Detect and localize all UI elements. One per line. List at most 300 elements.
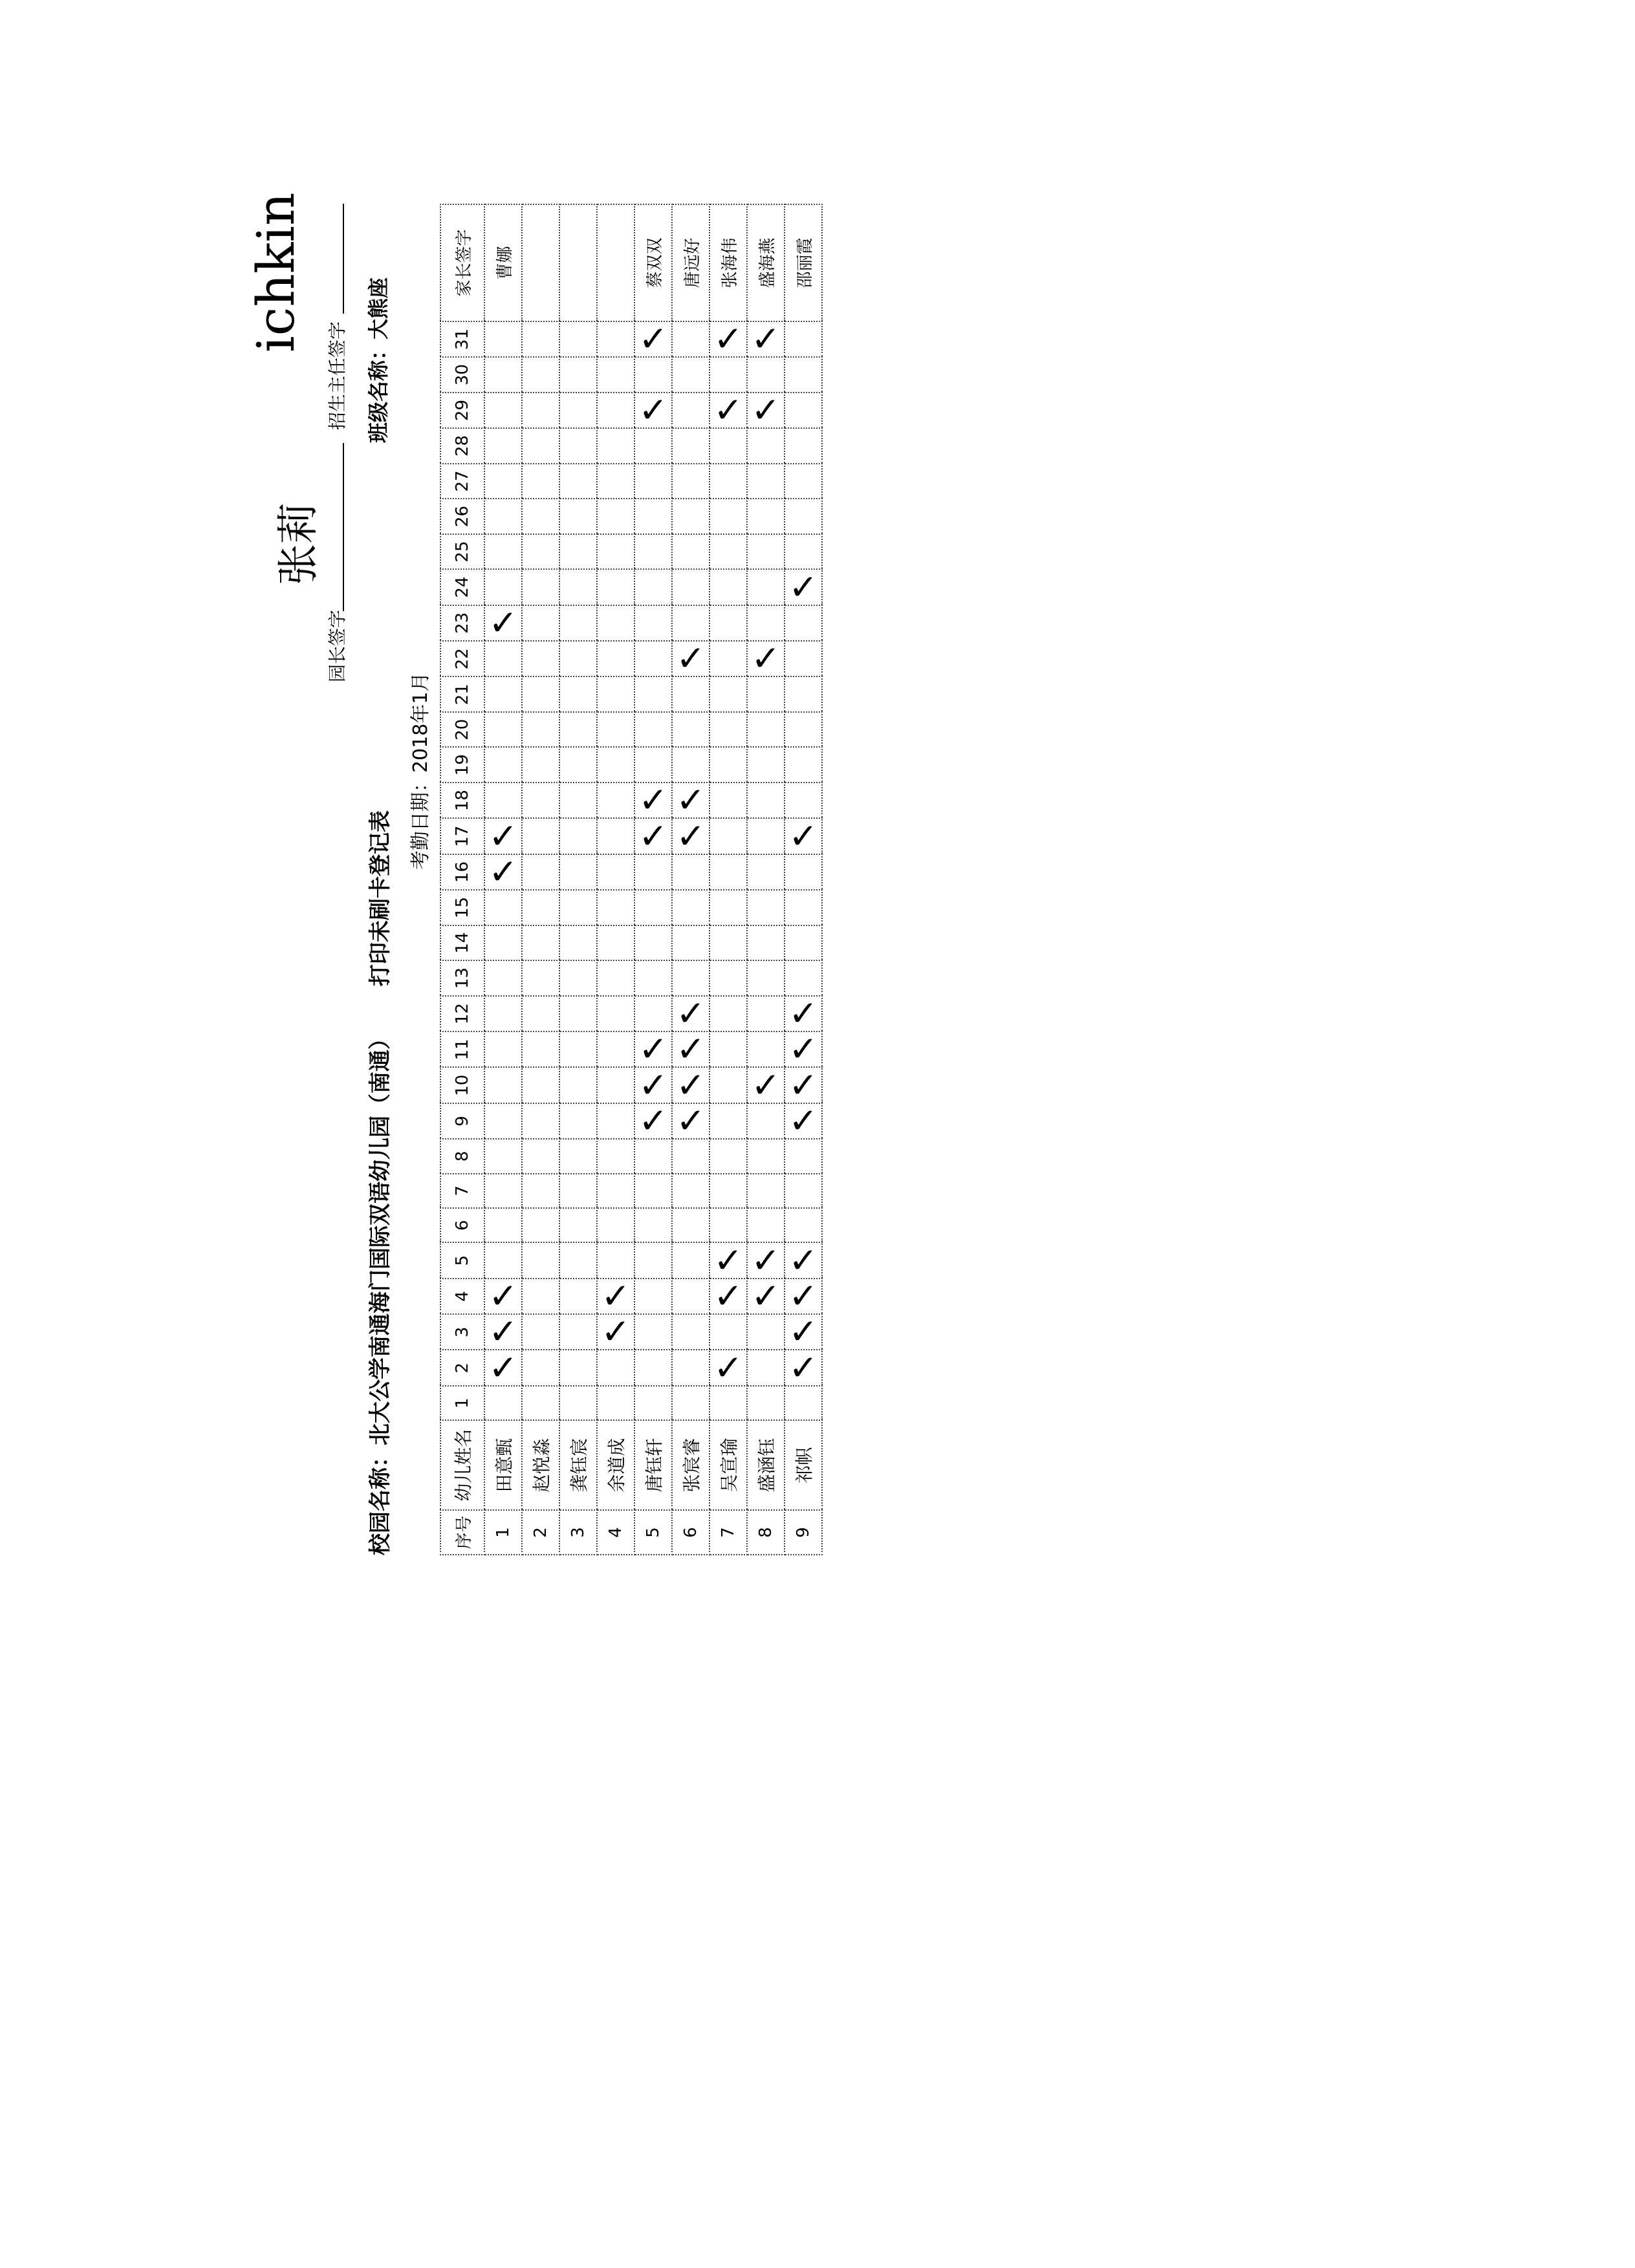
day-cell [559, 960, 597, 996]
day-cell [559, 321, 597, 357]
row-seq: 4 [597, 1510, 634, 1555]
day-cell [785, 925, 822, 961]
day-cell [747, 1275, 785, 1317]
day-cell [634, 890, 672, 925]
day-cell [559, 428, 597, 464]
day-cell [785, 1028, 822, 1070]
day-cell [634, 1100, 672, 1141]
day-cell [597, 1139, 634, 1173]
day-cell [522, 1242, 559, 1278]
day-cell [785, 783, 822, 818]
day-cell [672, 960, 709, 996]
row-seq: 9 [785, 1510, 822, 1555]
table-row [709, 204, 747, 1555]
header-day: 30 [440, 357, 484, 393]
header-day: 21 [440, 676, 484, 712]
check-mark-icon: ✓ [788, 1347, 818, 1388]
check-mark-icon: ✓ [751, 318, 781, 360]
day-cell [785, 712, 822, 748]
day-cell [672, 854, 709, 890]
day-cell [709, 712, 747, 748]
day-cell [747, 1031, 785, 1067]
day-cell [785, 1064, 822, 1106]
header-day: 20 [440, 712, 484, 748]
day-cell [597, 783, 634, 818]
day-cell [522, 890, 559, 925]
day-cell [672, 357, 709, 393]
day-cell [747, 748, 785, 783]
day-cell [747, 428, 785, 464]
day-cell [709, 318, 747, 360]
day-cell [559, 1031, 597, 1067]
check-mark-icon: ✓ [601, 1275, 631, 1317]
day-cell [559, 534, 597, 570]
day-cell [522, 712, 559, 748]
day-cell [709, 1240, 747, 1281]
day-cell [597, 712, 634, 748]
day-cell [709, 1275, 747, 1317]
day-cell [522, 641, 559, 676]
school-name: 校园名称：北大公学南通海门国际双语幼儿园（南通） [367, 1028, 393, 1555]
day-cell [785, 569, 822, 605]
day-cell [747, 818, 785, 854]
day-cell [634, 389, 672, 431]
day-cell [484, 641, 522, 676]
day-cell [634, 676, 672, 712]
row-seq: 7 [709, 1510, 747, 1555]
day-cell [597, 1103, 634, 1139]
day-cell [484, 569, 522, 605]
day-cell [747, 357, 785, 393]
day-cell [785, 1275, 822, 1317]
day-cell [747, 854, 785, 890]
day-cell [785, 676, 822, 712]
header-parent-signature: 家长签字 [440, 204, 484, 321]
day-cell [634, 996, 672, 1031]
day-cell [484, 428, 522, 464]
header-day: 7 [440, 1174, 484, 1208]
day-cell [672, 748, 709, 783]
header-day: 5 [440, 1242, 484, 1278]
child-name: 吴宣瑜 [709, 1420, 747, 1510]
day-cell [559, 1174, 597, 1208]
parent-signature: 邵丽霞 [785, 204, 822, 321]
day-cell [559, 605, 597, 641]
day-cell [709, 676, 747, 712]
child-name: 田意甄 [484, 1420, 522, 1510]
header-day: 22 [440, 641, 484, 676]
day-cell [747, 1240, 785, 1281]
check-mark-icon: ✓ [638, 1028, 668, 1070]
header-seq: 序号 [440, 1510, 484, 1555]
check-mark-icon: ✓ [488, 1347, 518, 1388]
day-cell [484, 748, 522, 783]
day-cell [672, 393, 709, 428]
day-cell [709, 1347, 747, 1388]
day-cell [559, 712, 597, 748]
check-mark-icon: ✓ [676, 779, 706, 821]
day-cell [709, 428, 747, 464]
header-day: 9 [440, 1103, 484, 1139]
header-day: 23 [440, 605, 484, 641]
day-cell [559, 1208, 597, 1242]
header-name: 幼儿姓名 [440, 1420, 484, 1510]
day-cell [634, 748, 672, 783]
check-mark-icon: ✓ [713, 1240, 743, 1281]
day-cell [747, 1103, 785, 1139]
day-cell [785, 1174, 822, 1208]
check-mark-icon: ✓ [788, 993, 818, 1034]
principal-signature: 张莉 [275, 502, 323, 585]
header-day: 2 [440, 1350, 484, 1386]
day-cell [522, 464, 559, 499]
check-mark-icon: ✓ [676, 815, 706, 857]
day-cell [672, 676, 709, 712]
day-cell [559, 925, 597, 961]
class-name: 班级名称：大熊座 [366, 277, 391, 443]
day-cell [522, 1103, 559, 1139]
check-mark-icon: ✓ [751, 1240, 781, 1281]
day-cell [522, 783, 559, 818]
day-cell [559, 818, 597, 854]
child-name: 张宸睿 [672, 1420, 709, 1510]
day-cell [634, 925, 672, 961]
day-cell [785, 1240, 822, 1281]
day-cell [634, 1386, 672, 1420]
day-cell [634, 1028, 672, 1070]
day-cell [747, 1064, 785, 1106]
day-cell [709, 1031, 747, 1067]
day-cell [559, 1139, 597, 1173]
check-mark-icon: ✓ [488, 851, 518, 892]
day-cell [634, 318, 672, 360]
day-cell [634, 1350, 672, 1386]
header-day: 1 [440, 1386, 484, 1420]
day-cell [709, 1314, 747, 1350]
day-cell [522, 1174, 559, 1208]
day-cell [785, 428, 822, 464]
day-cell [484, 602, 522, 643]
day-cell [597, 1068, 634, 1103]
director-label: 招生主任签字 [327, 321, 348, 430]
day-cell [709, 1174, 747, 1208]
day-cell [559, 748, 597, 783]
check-mark-icon: ✓ [488, 815, 518, 857]
day-cell [634, 605, 672, 641]
day-cell [634, 641, 672, 676]
child-name: 赵悦淼 [522, 1420, 559, 1510]
check-mark-icon: ✓ [638, 318, 668, 360]
day-cell [747, 1139, 785, 1173]
day-cell [522, 428, 559, 464]
table-row [522, 204, 559, 1555]
day-cell [597, 357, 634, 393]
header-day: 29 [440, 393, 484, 428]
check-mark-icon: ✓ [713, 318, 743, 360]
day-cell [597, 996, 634, 1031]
day-cell [634, 854, 672, 890]
day-cell [559, 1242, 597, 1278]
day-cell [672, 1386, 709, 1420]
table-row [559, 204, 597, 1555]
day-cell [559, 393, 597, 428]
day-cell [672, 1314, 709, 1350]
day-cell [597, 321, 634, 357]
day-cell [785, 321, 822, 357]
day-cell [672, 815, 709, 857]
day-cell [522, 1068, 559, 1103]
day-cell [672, 712, 709, 748]
check-mark-icon: ✓ [788, 1275, 818, 1317]
day-cell [634, 1208, 672, 1242]
day-cell [559, 499, 597, 534]
check-mark-icon: ✓ [638, 1064, 668, 1106]
day-cell [484, 1068, 522, 1103]
day-cell [709, 1386, 747, 1420]
day-cell [709, 641, 747, 676]
day-cell [559, 1068, 597, 1103]
day-cell [522, 357, 559, 393]
day-cell [672, 464, 709, 499]
day-cell [559, 1386, 597, 1420]
row-seq: 5 [634, 1510, 672, 1555]
child-name: 龚钰宸 [559, 1420, 597, 1510]
check-mark-icon: ✓ [676, 1028, 706, 1070]
day-cell [559, 890, 597, 925]
check-mark-icon: ✓ [638, 1100, 668, 1141]
header-day: 13 [440, 960, 484, 996]
day-cell [747, 389, 785, 431]
day-cell [597, 960, 634, 996]
day-cell [522, 1139, 559, 1173]
table-row [785, 204, 822, 1555]
header-day: 18 [440, 783, 484, 818]
day-cell [522, 569, 559, 605]
day-cell [709, 357, 747, 393]
day-cell [484, 357, 522, 393]
day-cell [484, 1174, 522, 1208]
day-cell [709, 890, 747, 925]
row-seq: 2 [522, 1510, 559, 1555]
day-cell [484, 925, 522, 961]
day-cell [634, 779, 672, 821]
day-cell [559, 464, 597, 499]
day-cell [672, 925, 709, 961]
day-cell [522, 1314, 559, 1350]
day-cell [522, 925, 559, 961]
day-cell [484, 1347, 522, 1388]
check-mark-icon: ✓ [751, 638, 781, 679]
attendance-form [168, 192, 1591, 1581]
day-cell [522, 605, 559, 641]
day-cell [597, 428, 634, 464]
day-cell [522, 1350, 559, 1386]
day-cell [709, 1208, 747, 1242]
header-day: 15 [440, 890, 484, 925]
day-cell [785, 641, 822, 676]
day-cell [672, 1064, 709, 1106]
table-row [747, 204, 785, 1555]
day-cell [634, 464, 672, 499]
day-cell [597, 854, 634, 890]
header-day: 17 [440, 818, 484, 854]
day-cell [559, 996, 597, 1031]
day-cell [522, 1208, 559, 1242]
day-cell [747, 925, 785, 961]
parent-signature [559, 204, 597, 321]
row-seq: 8 [747, 1510, 785, 1555]
day-cell [484, 1208, 522, 1242]
day-cell [634, 569, 672, 605]
day-cell [747, 1208, 785, 1242]
day-cell [597, 605, 634, 641]
check-mark-icon: ✓ [713, 1347, 743, 1388]
day-cell [559, 854, 597, 890]
day-cell [484, 851, 522, 892]
day-cell [672, 1028, 709, 1070]
day-cell [747, 569, 785, 605]
day-cell [522, 321, 559, 357]
day-cell [672, 1139, 709, 1173]
check-mark-icon: ✓ [788, 1311, 818, 1352]
day-cell [672, 321, 709, 357]
day-cell [747, 890, 785, 925]
header-day: 6 [440, 1208, 484, 1242]
principal-signature-line [343, 443, 344, 611]
day-cell [634, 428, 672, 464]
day-cell [747, 534, 785, 570]
day-cell [597, 1275, 634, 1317]
day-cell [709, 818, 747, 854]
day-cell [597, 890, 634, 925]
parent-signature: 盛海燕 [747, 204, 785, 321]
day-cell [747, 1174, 785, 1208]
day-cell [484, 1386, 522, 1420]
day-cell [785, 1100, 822, 1141]
day-cell [484, 393, 522, 428]
day-cell [522, 499, 559, 534]
check-mark-icon: ✓ [713, 389, 743, 431]
day-cell [672, 1242, 709, 1278]
day-cell [559, 357, 597, 393]
child-name: 唐钰轩 [634, 1420, 672, 1510]
day-cell [747, 1350, 785, 1386]
header-day: 25 [440, 534, 484, 570]
day-cell [672, 1208, 709, 1242]
day-cell [484, 1103, 522, 1139]
check-mark-icon: ✓ [788, 567, 818, 607]
check-mark-icon: ✓ [751, 1275, 781, 1317]
day-cell [709, 783, 747, 818]
day-cell [522, 748, 559, 783]
day-cell [484, 960, 522, 996]
day-cell [484, 464, 522, 499]
parent-signature: 唐远好 [672, 204, 709, 321]
day-cell [559, 783, 597, 818]
day-cell [522, 393, 559, 428]
day-cell [709, 925, 747, 961]
day-cell [747, 499, 785, 534]
day-cell [634, 357, 672, 393]
day-cell [747, 996, 785, 1031]
table-row [597, 204, 634, 1555]
day-cell [634, 1242, 672, 1278]
day-cell [522, 1031, 559, 1067]
header-day: 16 [440, 854, 484, 890]
day-cell [522, 854, 559, 890]
day-cell [709, 1068, 747, 1103]
check-mark-icon: ✓ [638, 815, 668, 857]
day-cell [747, 318, 785, 360]
day-cell [785, 393, 822, 428]
day-cell [672, 993, 709, 1034]
header-day: 4 [440, 1279, 484, 1314]
day-cell [747, 1386, 785, 1420]
day-cell [559, 1279, 597, 1314]
day-cell [709, 569, 747, 605]
day-cell [634, 960, 672, 996]
day-cell [634, 1174, 672, 1208]
parent-signature: 蔡双双 [634, 204, 672, 321]
day-cell [785, 534, 822, 570]
check-mark-icon: ✓ [488, 602, 518, 643]
day-cell [484, 890, 522, 925]
day-cell [785, 464, 822, 499]
day-cell [597, 1386, 634, 1420]
day-cell [484, 1242, 522, 1278]
check-mark-icon: ✓ [676, 1100, 706, 1141]
form-title: 打印未刷卡登记表 [367, 810, 393, 986]
day-cell [559, 1314, 597, 1350]
day-cell [484, 1139, 522, 1173]
day-cell [522, 996, 559, 1031]
attendance-table [440, 204, 823, 1555]
day-cell [672, 499, 709, 534]
table-row [672, 204, 709, 1555]
day-cell [709, 1103, 747, 1139]
check-mark-icon: ✓ [676, 993, 706, 1034]
day-cell [785, 993, 822, 1034]
director-signature: ichkin [246, 192, 306, 352]
check-mark-icon: ✓ [788, 1064, 818, 1106]
header-day: 19 [440, 748, 484, 783]
check-mark-icon: ✓ [713, 1275, 743, 1317]
day-cell [709, 464, 747, 499]
check-mark-icon: ✓ [788, 1240, 818, 1281]
day-cell [709, 389, 747, 431]
row-seq: 6 [672, 1510, 709, 1555]
day-cell [484, 996, 522, 1031]
check-mark-icon: ✓ [751, 389, 781, 431]
header-day: 12 [440, 996, 484, 1031]
day-cell [522, 1279, 559, 1314]
day-cell [747, 605, 785, 641]
day-cell [522, 960, 559, 996]
check-mark-icon: ✓ [751, 1064, 781, 1106]
day-cell [484, 712, 522, 748]
header-day: 28 [440, 428, 484, 464]
day-cell [634, 1064, 672, 1106]
table-row [634, 204, 672, 1555]
header-row [440, 204, 484, 1555]
day-cell [597, 393, 634, 428]
header-day: 14 [440, 925, 484, 961]
day-cell [522, 818, 559, 854]
parent-signature: 张海伟 [709, 204, 747, 321]
day-cell [559, 676, 597, 712]
day-cell [522, 534, 559, 570]
day-cell [597, 676, 634, 712]
